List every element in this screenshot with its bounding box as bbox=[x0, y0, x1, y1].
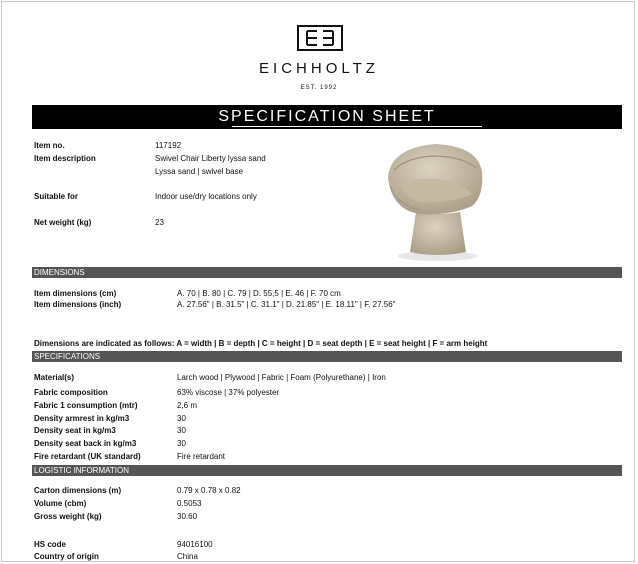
origin-label: Country of origin bbox=[34, 552, 99, 561]
logistic-label: Volume (cbm) bbox=[34, 499, 87, 508]
logistic-value: 30.60 bbox=[177, 512, 198, 521]
page-title: SPECIFICATION SHEET bbox=[218, 108, 436, 125]
spec-value: 30 bbox=[177, 414, 186, 423]
product-image bbox=[380, 140, 490, 262]
spec-label: Density armrest in kg/m3 bbox=[34, 414, 130, 423]
spec-value: 30 bbox=[177, 426, 186, 435]
net-weight-label: Net weight (kg) bbox=[34, 218, 92, 227]
logistic-value: 0.5053 bbox=[177, 499, 202, 508]
spec-label: Material(s) bbox=[34, 373, 75, 382]
dimensions-inch-value: A. 27.56" | B. 31.5" | C. 31.1" | D. 21.85" | E. 18.11" | F. 27.56" bbox=[177, 300, 396, 309]
origin-value: China bbox=[177, 552, 198, 561]
spec-label: Fabric composition bbox=[34, 388, 108, 397]
spec-value: Fire retardant bbox=[177, 452, 226, 461]
dimensions-note: Dimensions are indicated as follows: A = width | B = depth | C = height | D = seat depth | E = seat height | F = arm height bbox=[34, 339, 488, 348]
item-description-line1: Swivel Chair Liberty lyssa sand bbox=[155, 154, 266, 163]
dimensions-inch-label: Item dimensions (inch) bbox=[34, 300, 122, 309]
spec-label: Fire retardant (UK standard) bbox=[34, 452, 141, 461]
suitable-value: Indoor use/dry locations only bbox=[155, 192, 257, 201]
title-bar bbox=[32, 105, 622, 129]
net-weight-value: 23 bbox=[155, 218, 164, 227]
item-number: 117192 bbox=[155, 141, 182, 150]
section-specifications: SPECIFICATIONS bbox=[32, 351, 622, 362]
hs-code-value: 94016100 bbox=[177, 540, 213, 549]
section-logistic: LOGISTIC INFORMATION bbox=[32, 465, 622, 476]
spec-value: 2,6 m bbox=[177, 401, 198, 410]
dimensions-cm-label: Item dimensions (cm) bbox=[34, 289, 117, 298]
item-description-label: Item description bbox=[34, 154, 96, 163]
spec-label: Density seat back in kg/m3 bbox=[34, 439, 137, 448]
logistic-label: Carton dimensions (m) bbox=[34, 486, 122, 495]
dimensions-cm-value: A. 70 | B. 80 | C. 79 | D. 55,5 | E. 46 | F. 70 cm bbox=[177, 289, 341, 298]
item-description-line2: Lyssa sand | swivel base bbox=[155, 167, 244, 176]
brand-established: EST. 1992 bbox=[300, 85, 338, 91]
brand-name: EICHHOLTZ bbox=[259, 60, 379, 77]
hs-code-label: HS code bbox=[34, 540, 67, 549]
logistic-label: Gross weight (kg) bbox=[34, 512, 102, 521]
spec-value: 63% viscose | 37% polyester bbox=[177, 388, 280, 397]
brand-logo bbox=[297, 25, 343, 51]
spec-label: Fabric 1 consumption (mtr) bbox=[34, 401, 138, 410]
spec-label: Density seat in kg/m3 bbox=[34, 426, 116, 435]
suitable-label: Suitable for bbox=[34, 192, 79, 201]
spec-value: Larch wood | Plywood | Fabric | Foam (Polyurethane) | Iron bbox=[177, 373, 386, 382]
logistic-value: 0.79 x 0.78 x 0.82 bbox=[177, 486, 241, 495]
item-number-label: Item no. bbox=[34, 141, 65, 150]
title-underline bbox=[232, 126, 482, 127]
spec-value: 30 bbox=[177, 439, 186, 448]
section-dimensions: DIMENSIONS bbox=[32, 267, 622, 278]
